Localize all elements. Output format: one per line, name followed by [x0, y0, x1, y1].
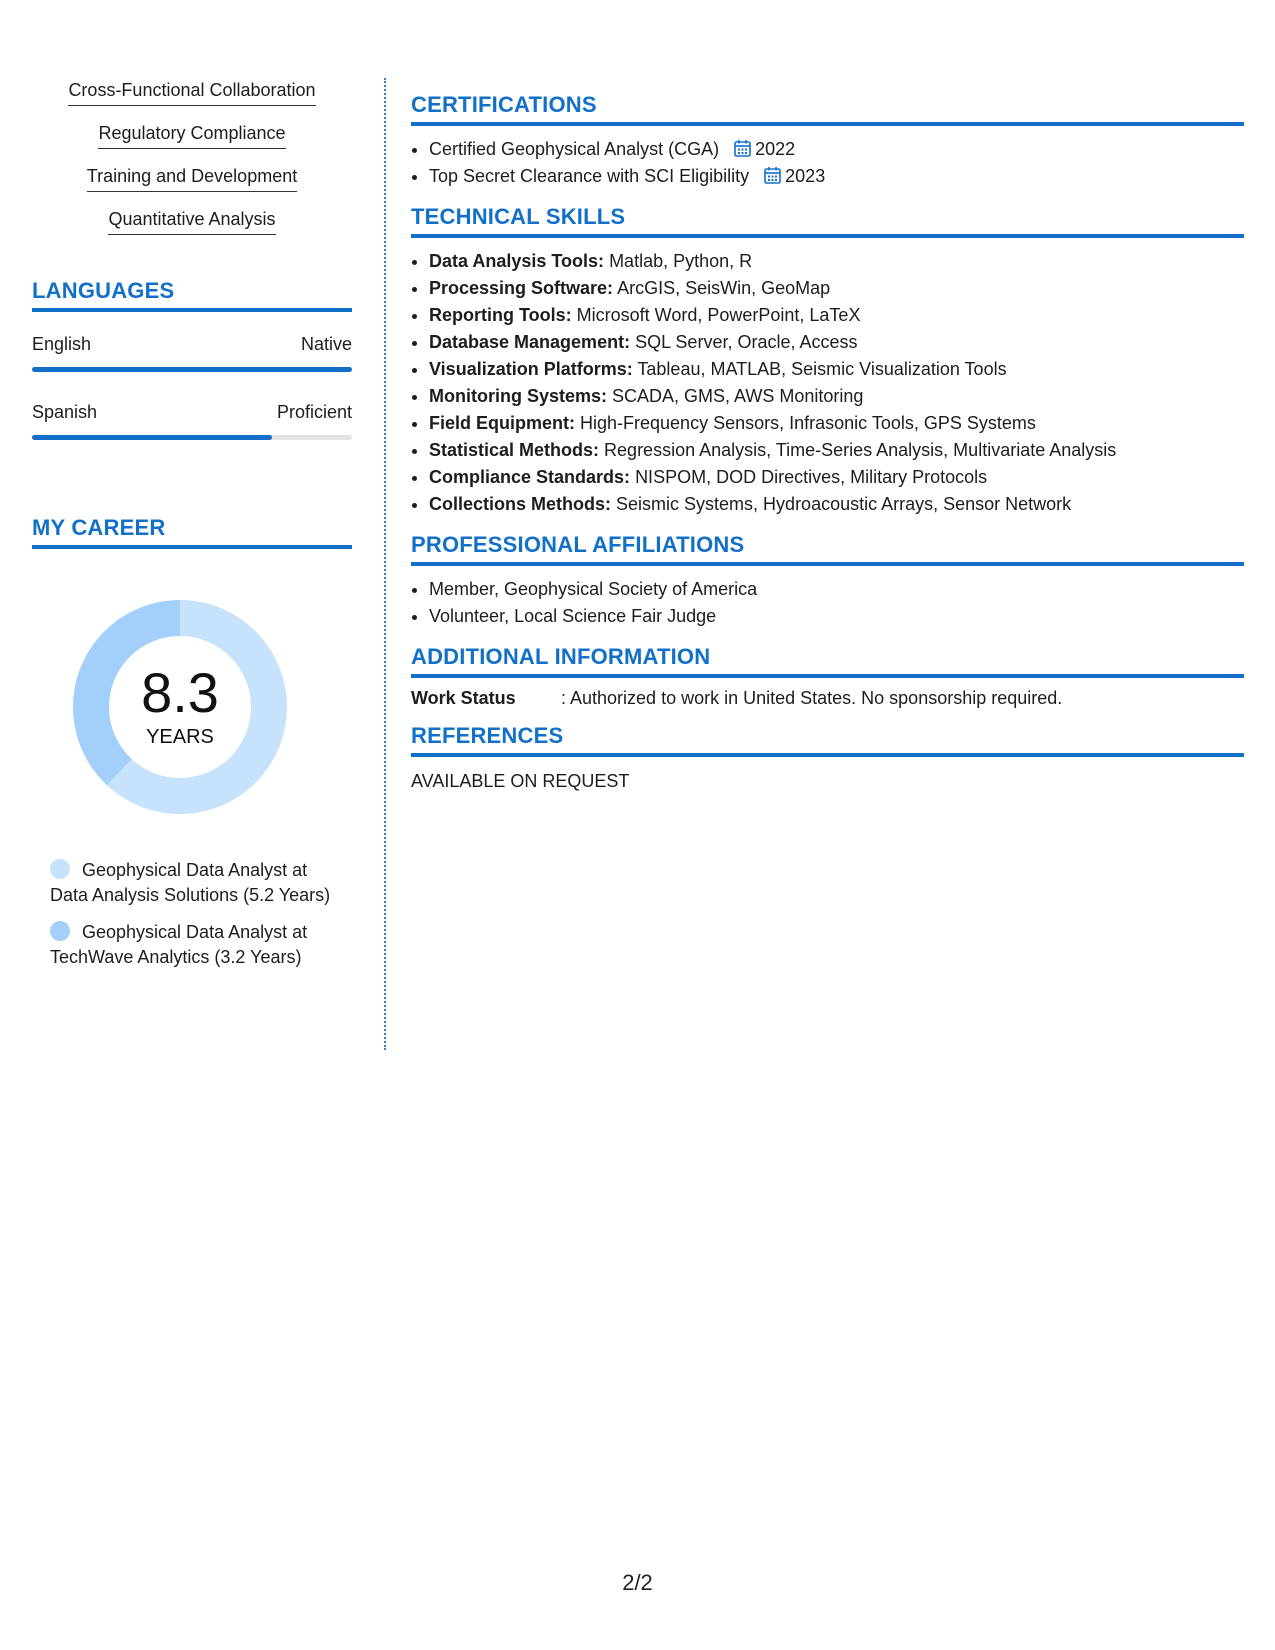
language-bar-fill [32, 367, 352, 372]
calendar-icon [764, 166, 781, 184]
additional-info-heading: ADDITIONAL INFORMATION [411, 644, 1244, 678]
language-name: English [32, 334, 92, 354]
references-heading: REFERENCES [411, 723, 1244, 757]
skill-chip: Training and Development [32, 166, 352, 192]
skills-list [32, 80, 352, 235]
career-donut [65, 592, 295, 822]
certification-item: • Top Secret Clearance with SCI Eligibility 2023 [429, 163, 1244, 190]
skill-chip: Cross-Functional Collaboration [32, 80, 352, 106]
work-status-row [411, 688, 1244, 709]
page-number: 2/2 [622, 1570, 653, 1595]
legend-dot [50, 921, 70, 941]
language-bar-fill [32, 435, 272, 440]
affiliation-item: • Member, Geophysical Society of America [429, 576, 1244, 603]
technical-skill-item: • Collections Methods: Seismic Systems, Hydroacoustic Arrays, Sensor Network [429, 491, 1244, 518]
technical-skill-item: • Visualization Platforms: Tableau, MATLAB, Seismic Visualization Tools [429, 356, 1244, 383]
career-legend [50, 858, 340, 970]
technical-skill-item: • Statistical Methods: Regression Analysis, Time-Series Analysis, Multivariate Analysis [429, 437, 1244, 464]
certification-year: 2023 [785, 166, 826, 186]
certification-year: 2022 [755, 139, 796, 159]
technical-skill-item: • Reporting Tools: Microsoft Word, PowerPoint, LaTeX [429, 302, 1244, 329]
left-column [32, 80, 352, 982]
technical-skill-item: • Compliance Standards: NISPOM, DOD Directives, Military Protocols [429, 464, 1244, 491]
skill-chip: Quantitative Analysis [32, 209, 352, 235]
career-legend-item: Geophysical Data Analyst at TechWave Analytics (3.2 Years) [50, 922, 308, 967]
work-status-label: Work Status [411, 688, 516, 708]
career-heading: MY CAREER [32, 515, 352, 549]
career-total-value: 8.3 [141, 661, 219, 724]
column-divider [384, 78, 386, 1050]
language-name: Spanish [32, 402, 98, 422]
technical-skill-item: • Data Analysis Tools: Matlab, Python, R [429, 248, 1244, 275]
language-item [32, 334, 352, 372]
language-level: Proficient [276, 402, 352, 422]
languages-heading: LANGUAGES [32, 278, 352, 312]
language-bar [32, 435, 352, 440]
skill-chip: Regulatory Compliance [32, 123, 352, 149]
certifications-heading: CERTIFICATIONS [411, 92, 1244, 126]
certification-item: • Certified Geophysical Analyst (CGA) 2022 [429, 136, 1244, 163]
legend-dot [50, 859, 70, 879]
language-bar [32, 367, 352, 372]
language-item [32, 402, 352, 440]
technical-skill-item: • Database Management: SQL Server, Oracle, Access [429, 329, 1244, 356]
references-text: AVAILABLE ON REQUEST [411, 771, 630, 791]
technical-skill-item: • Monitoring Systems: SCADA, GMS, AWS Monitoring [429, 383, 1244, 410]
technical-skills-list [411, 248, 1244, 518]
affiliations-list [411, 576, 1244, 630]
calendar-icon [734, 139, 751, 157]
career-legend-item: Geophysical Data Analyst at Data Analysis Solutions (5.2 Years) [50, 860, 331, 905]
right-column [411, 92, 1244, 792]
technical-skill-item: • Processing Software: ArcGIS, SeisWin, GeoMap [429, 275, 1244, 302]
work-status-value: : Authorized to work in United States. No sponsorship required. [561, 688, 1063, 708]
career-total-unit: YEARS [146, 726, 214, 748]
language-level: Native [300, 334, 352, 354]
technical-skills-heading: TECHNICAL SKILLS [411, 204, 1244, 238]
technical-skill-item: • Field Equipment: High-Frequency Sensors, Infrasonic Tools, GPS Systems [429, 410, 1244, 437]
affiliation-item: • Volunteer, Local Science Fair Judge [429, 603, 1244, 630]
affiliations-heading: PROFESSIONAL AFFILIATIONS [411, 532, 1244, 566]
certifications-list [411, 136, 1244, 190]
